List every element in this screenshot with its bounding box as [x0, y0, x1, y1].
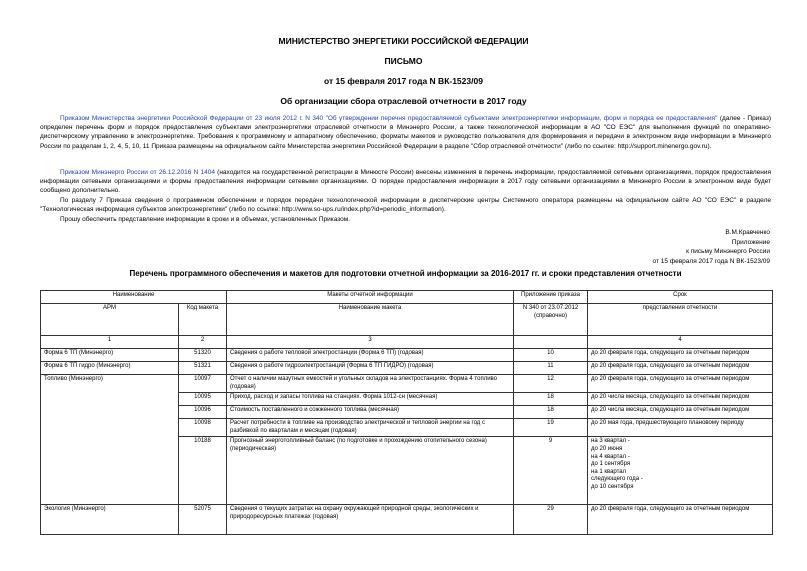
- order-340-link[interactable]: Приказом Министерства энергетики Российской Федерации от 23 июля 2012 г. N 340 "Об утверждении перечня предоставляемой субъектами электроэнергетики информации, форм и порядка ее предоставления": [60, 115, 718, 122]
- col-num-3: 3: [227, 336, 514, 349]
- arm-cell: Форма 6 ТП (Минэнерго): [41, 349, 179, 362]
- table-row: [41, 505, 773, 535]
- appendix-cell: 29: [514, 505, 588, 535]
- code-cell: 10095: [179, 393, 227, 406]
- col-num-1: 1: [41, 336, 179, 349]
- paragraph-4: Прошу обеспечить представление информации в сроки и в объемах, установленных Приказом.: [60, 216, 351, 223]
- doc-type-heading: ПИСЬМО: [384, 56, 423, 66]
- paragraph-3: По разделу 7 Приказа сведения о программном обеспечении и порядок передачи технологической информации в диспетчерские центры Системного оператора размещены на официальном сайте АО "СО ЕЭС" в разделе "Технологическая информация субъектов электроэнергетики" (либо по ссылке: http://www.so-ups.ru/index.php?id=periodic_information).: [40, 197, 771, 214]
- col-num-2: 2: [179, 336, 227, 349]
- layout-name-cell: Сведения о работе гидроэлектростанций (Форма 6 ТП ГИДРО) (годовая): [227, 362, 514, 375]
- col-num-4: 4: [588, 336, 773, 349]
- header-layout-name: Наименование макета: [227, 304, 514, 336]
- appendix-cell: 9: [514, 437, 588, 505]
- paragraph-2-text: (находится на государственной регистрации в Минюсте России) внесены изменения в перечень информации, предоставляемой сетевыми организациями, порядок предоставления информации сетевыми организациями и формы предоставления информации сетевыми организациями. О порядке предоставления информации в 2017 году сетевыми организациями в Минэнерго России в электронном виде будет сообщено дополнительно.: [40, 169, 771, 195]
- code-cell: 10188: [179, 437, 227, 505]
- deadline-line: на 4 квартал -: [591, 453, 630, 460]
- layout-name-cell: Отчет о наличии мазутных емкостей и угольных складов на электростанциях. Форма 4 топливо (годовая): [227, 375, 514, 393]
- deadline-cell: до 20 февраля года, следующего за отчетным периодом: [588, 505, 773, 535]
- appendix-to-letter: к письму Минэнерго России: [686, 248, 770, 256]
- table-row: [41, 362, 773, 375]
- deadline-cell: до 20 февраля года, следующего за отчетным периодом: [588, 375, 773, 393]
- appendix-cell: 11: [514, 362, 588, 375]
- signature-block: [652, 228, 770, 266]
- deadline-line: на 1 квартал: [591, 468, 627, 475]
- deadline-cell: [588, 437, 773, 505]
- header-layouts: Макеты отчетной информации: [227, 291, 514, 304]
- order-1404-link[interactable]: Приказом Минэнерго России от 26.12.2016 N 1404: [60, 169, 215, 176]
- paragraph-1-text: (далее - Приказ) определен перечень форм и порядок предоставления субъектами электроэнергетики отраслевой отчетности в Минэнерго России, а также технологической информации в АО "СО ЕЭС" для выполнения функций по оперативно-диспетчерскому управлению в электроэнергетике. Требования к программному и аппаратному обеспечению, форматы макетов и руководство пользователя для формирования и передачи в электронном виде информации в Минэнерго России по разделам 1, 2, 4, 5, 10, 11 Приказа размещены на официальном сайте Министерства энергетики Российской Федерации в разделе "Сбор отраслевой отчетности" (либо по ссылке: http://support.minenergo.gov.ru).: [40, 115, 771, 150]
- appendix-cell: 18: [514, 393, 588, 406]
- arm-cell: Топливо (Минэнерго): [41, 375, 179, 505]
- header-n340: N 340 от 23.07.2012 (справочно): [514, 304, 588, 336]
- paragraph-2: [40, 168, 771, 196]
- header-deadline: Срок: [588, 291, 773, 304]
- deadline-cell: до 20 числа месяца, следующего за отчетным периодом: [588, 393, 773, 406]
- table-row: [41, 349, 773, 362]
- deadline-line: на 3 квартал -: [591, 438, 630, 445]
- paragraph-1: [40, 114, 771, 151]
- deadline-cell: до 20 февраля года, следующего за отчетным периодом: [588, 349, 773, 362]
- col-num-3b: [514, 336, 588, 349]
- deadline-line: следующего года -: [591, 476, 643, 483]
- deadline-cell: до 20 числа месяца, следующего за отчетным периодом: [588, 406, 773, 419]
- deadline-cell: до 20 февраля года, следующего за отчетным периодом: [588, 362, 773, 375]
- doc-date-number: от 15 февраля 2017 года N ВК-1523/09: [324, 76, 483, 86]
- signatory-name: В.М.Кравченко: [725, 229, 770, 236]
- code-cell: 52075: [179, 505, 227, 535]
- code-cell: 51320: [179, 349, 227, 362]
- code-cell: 10097: [179, 375, 227, 393]
- deadline-line: до 20 июня: [591, 445, 623, 452]
- deadline-line: до 1 сентября: [591, 461, 631, 468]
- header-code: Код макета: [179, 304, 227, 336]
- table-row: [41, 375, 773, 393]
- layout-name-cell: Сведения о текущих затратах на охрану окружающей природной среды, экологических и природоресурсных платежах (годовая): [227, 505, 514, 535]
- header-arm: АРМ: [41, 304, 179, 336]
- code-cell: 10096: [179, 406, 227, 419]
- layout-name-cell: Приход, расход и запасы топлива на станциях. Форма 1012-сн (месячная): [227, 393, 514, 406]
- header-deadline-sub: представления отчетности: [588, 304, 773, 336]
- doc-subject: Об организации сбора отраслевой отчетности в 2017 году: [280, 96, 527, 106]
- appendix-cell: 19: [514, 419, 588, 437]
- appendix-cell: 12: [514, 375, 588, 393]
- software-layouts-table: [40, 290, 773, 535]
- code-cell: 51321: [179, 362, 227, 375]
- header-name: Наименование: [41, 291, 227, 304]
- arm-cell: Форма 6 ТП гидро (Минэнерго): [41, 362, 179, 375]
- layout-name-cell: Сведения о работе тепловой электростанции (Форма 6 ТП) (годовая): [227, 349, 514, 362]
- table-title: Перечень программного обеспечения и макетов для подготовки отчетной информации за 2016-2017 гг. и сроки представления отчетности: [129, 269, 682, 278]
- layout-name-cell: Прогнозный энерготопливный баланс (по подготовке и прохождению отопительного сезона) (периодическая): [227, 437, 514, 505]
- layout-name-cell: Расчет потребности в топливе на производство электрической и тепловой энергии на год с разбивкой по кварталам и месяцам (годовая): [227, 419, 514, 437]
- appendix-date-number: от 15 февраля 2017 года N ВК-1523/09: [652, 257, 770, 265]
- deadline-line: до 10 сентября: [591, 483, 634, 490]
- header-appendix: Приложение приказа: [514, 291, 588, 304]
- ministry-heading: МИНИСТЕРСТВО ЭНЕРГЕТИКИ РОССИЙСКОЙ ФЕДЕРАЦИИ: [278, 36, 529, 46]
- appendix-cell: 10: [514, 349, 588, 362]
- deadline-cell: до 20 мая года, предшествующего плановому периоду: [588, 419, 773, 437]
- code-cell: 10098: [179, 419, 227, 437]
- arm-cell: Экология (Минэнерго): [41, 505, 179, 535]
- appendix-label: Приложение: [731, 238, 770, 246]
- layout-name-cell: Стоимость поставленного и сожженного топлива (месячная): [227, 406, 514, 419]
- appendix-cell: 18: [514, 406, 588, 419]
